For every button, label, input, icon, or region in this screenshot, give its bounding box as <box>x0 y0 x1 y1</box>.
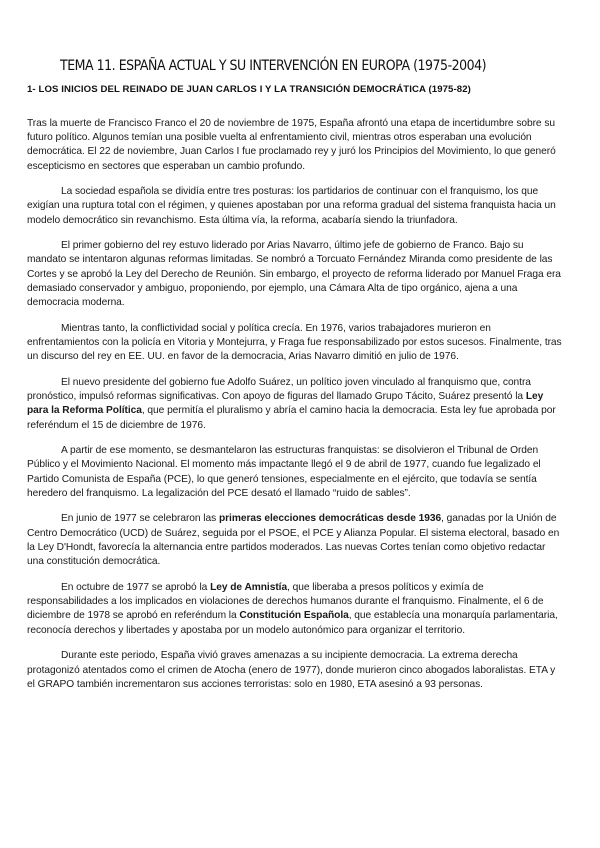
section-heading: 1- LOS INICIOS DEL REINADO DE JUAN CARLOS I Y LA TRANSICIÓN DEMOCRÁTICA (1975-82) <box>27 84 471 95</box>
paragraph <box>27 117 562 174</box>
paragraph-text: Tras la muerte de Francisco Franco el 20 de noviembre de 1975, España afrontó una etapa de incertidumbre sobre su futuro político. Algunos temían una posible vuelta al enfrentamiento civil, mientras otros esperaban una evolución democrática. El 22 de noviembre, Juan Carlos I fue proclamado rey y juró los Principios del Movimiento, lo que generó escepticismo en sectores que esperaban un cambio profundo. <box>27 117 556 172</box>
paragraph <box>27 322 562 365</box>
paragraph-text: , que permitía el pluralismo y abría el camino hacia la democracia. Esta ley fue aprobada por referéndum el 15 de diciembre de 1976. <box>27 405 556 431</box>
bold-term: Ley para la Reforma Política <box>27 391 544 417</box>
paragraph-text: Durante este periodo, España vivió graves amenazas a su incipiente democracia. La extrema derecha protagonizó atentados como el crimen de Atocha (enero de 1977), donde murieron cinco abogados laboralistas. ETA y el GRAPO también incrementaron sus acciones terroristas: solo en 1980, ETA asesinó a 93 personas. <box>27 650 556 690</box>
bold-term: Ley de Amnistía <box>210 581 288 593</box>
paragraph-text: En octubre de 1977 se aprobó la <box>61 581 211 593</box>
paragraph <box>27 239 562 311</box>
paragraph <box>27 649 562 692</box>
paragraph-text: El nuevo presidente del gobierno fue Adolfo Suárez, un político joven vinculado al franquismo que, contra pronóstico, impulsó reformas significativas. Con apoyo de figuras del llamado Grupo Tácito, Suárez presentó la <box>27 376 531 402</box>
paragraph <box>27 512 562 569</box>
paragraph-text: A partir de ese momento, se desmantelaron las estructuras franquistas: se disolvieron el Tribunal de Orden Público y el Movimiento Nacional. El momento más impactante llegó el 9 de abril de 1977, cuando fue legalizado el Partido Comunista de España (PCE), lo que generó tensiones, especialmente en el ejército, que todavía se sentía heredero del franquismo. La legalización del PCE desató el llamado “ruido de sables”. <box>27 445 541 500</box>
bold-term: Constitución Española <box>239 610 349 622</box>
bold-term: primeras elecciones democráticas desde 1936 <box>218 513 442 525</box>
paragraph-text: Mientras tanto, la conflictividad social y política crecía. En 1976, varios trabajadores murieron en enfrentamientos con la policía en Vitoria y Montejurra, y Fraga fue responsabilizado por estos sucesos. Finalmente, tras un discurso del rey en EE. UU. en favor de la democracia, Arias Navarro dimitió en julio de 1976. <box>27 322 562 363</box>
paragraph-text: En junio de 1977 se celebraron las <box>61 513 219 525</box>
paragraph <box>27 185 562 228</box>
paragraph <box>27 581 562 638</box>
paragraph-text: El primer gobierno del rey estuvo liderado por Arias Navarro, último jefe de gobierno de Franco. Bajo su mandato se intentaron algunas reformas limitadas. Se nombró a Torcuato Fernández Miranda como presidente de las Cortes y se aprobó la Ley del Derecho de Reunión. Sin embargo, el proyecto de reforma liderado por Manuel Fraga era demasiado conservador y ambiguo, proponiendo, por ejemplo, una Cámara Alta de tipo orgánico, ajena a una democracia moderna. <box>27 239 561 309</box>
paragraph <box>27 376 562 433</box>
paragraph-text: , que liberaba a presos políticos y eximía de responsabilidades a los implicados en violaciones de derechos humanos durante el franquismo. Finalmente, el 6 de diciembre de 1978 se aprobó en referéndum la <box>27 581 544 622</box>
body-text <box>27 117 562 693</box>
paragraph <box>27 444 562 501</box>
paragraph-text: , ganadas por la Unión de Centro Democrático (UCD) de Suárez, seguida por el PSOE, el PCE y Alianza Popular. El sistema electoral, basado en la Ley D'Hondt, favorecía la alternancia entre partidos moderados. Las nuevas Cortes tenían como objetivo redactar una constitución democrática. <box>27 513 560 568</box>
paragraph-text: , que establecía una monarquía parlamentaria, reconocía derechos y libertades y apostaba por un modelo autonómico para organizar el territorio. <box>27 610 558 636</box>
paragraph-text: La sociedad española se dividía entre tres posturas: los partidarios de continuar con el franquismo, los que exigían una ruptura total con el régimen, y quienes apostaban por una reforma gradual del sistema franquista hacia un modelo democrático sin revanchismo. Esta última vía, la reforma, acabaría siendo la triunfadora. <box>27 185 556 226</box>
page-title: TEMA 11. ESPAÑA ACTUAL Y SU INTERVENCIÓN EN EUROPA (1975-2004) <box>60 57 487 74</box>
